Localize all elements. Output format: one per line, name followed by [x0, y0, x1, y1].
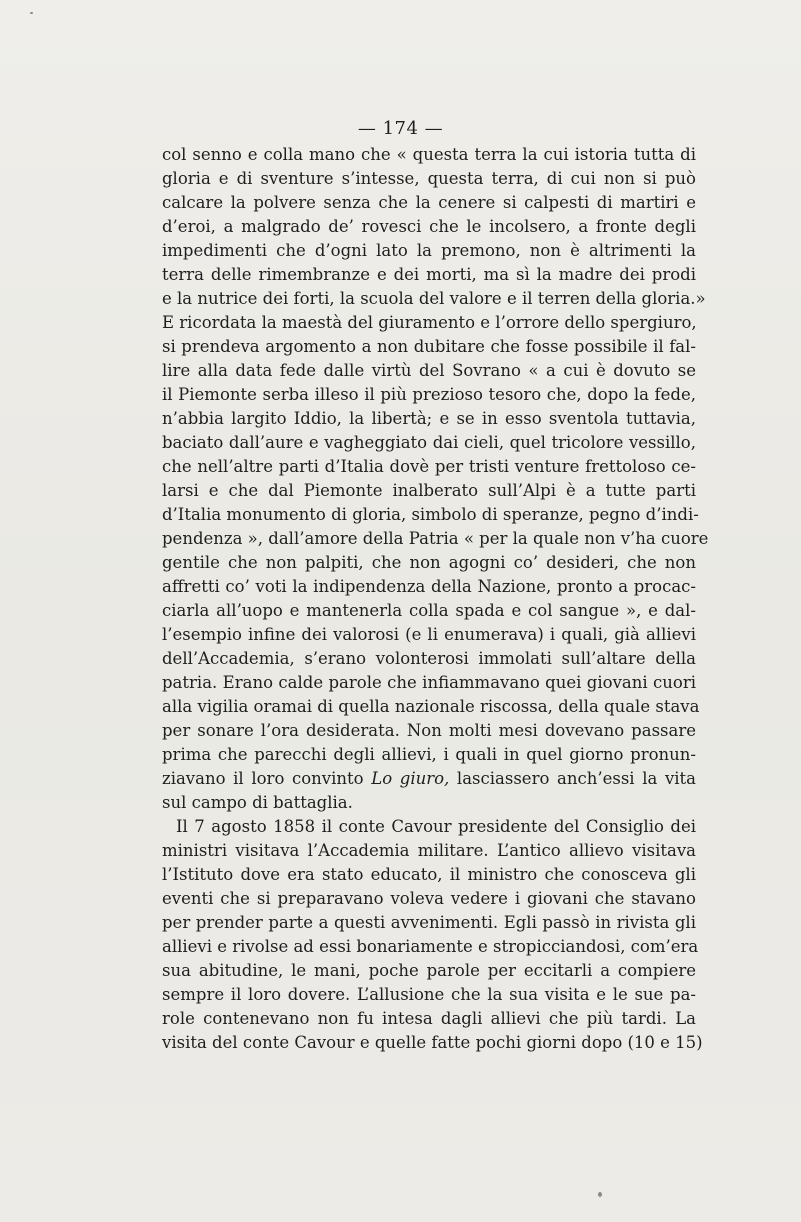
text-line [162, 479, 696, 503]
text-segment: d’Italia monumento di gloria, simbolo di speranze, pegno d’indi- [162, 505, 699, 524]
text-line [162, 647, 696, 671]
text-line [162, 407, 696, 431]
text-line [162, 527, 709, 551]
text-segment: col senno e colla mano che « questa terra la cui istoria tutta di [162, 145, 696, 164]
text-segment: gloria e di sventure s’intesse, questa terra, di cui non si può [162, 169, 696, 188]
text-line [162, 839, 696, 863]
text-line [162, 191, 696, 215]
text-line [162, 143, 696, 167]
text-segment: si prendeva argomento a non dubitare che fosse possibile il fal- [162, 337, 696, 356]
text-line [162, 911, 696, 935]
text-segment: eventi che si preparavano voleva vedere i giovani che stavano [162, 889, 696, 908]
text-segment: sempre il loro dovere. L’allusione che la sua visita e le sue pa- [162, 985, 696, 1004]
text-segment: calcare la polvere senza che la cenere si calpesti di martiri e [162, 193, 696, 212]
text-segment: patria. Erano calde parole che infiammavano quei giovani cuori [162, 673, 696, 692]
page-number: — 174 — [357, 118, 444, 139]
text-segment: ciarla all’uopo e mantenerla colla spada e col sangue », e dal- [162, 601, 696, 620]
text-segment: e la nutrice dei forti, la scuola del valore e il terren della gloria.» [162, 289, 706, 308]
text-segment: impedimenti che d’ogni lato la premono, non è altrimenti la [162, 241, 696, 260]
text-line [162, 311, 696, 335]
text-segment: per sonare l’ora desiderata. Non molti mesi dovevano passare [162, 721, 696, 740]
text-segment: l’esempio infine dei valorosi (e li enumerava) i quali, già allievi [162, 625, 696, 644]
text-segment: pendenza », dall’amore della Patria « per la quale non v’ha cuore [162, 529, 709, 548]
text-line [162, 503, 699, 527]
text-line [162, 359, 696, 383]
text-segment: lasciassero anch’essi la vita [449, 769, 697, 788]
text-segment: ziavano il loro convinto [162, 769, 372, 788]
text-segment: sul campo di battaglia. [162, 793, 353, 812]
text-segment: affretti co’ voti la indipendenza della Nazione, pronto a procac- [162, 577, 696, 596]
text-segment: dell’Accademia, s’erano volonterosi immolati sull’altare della [162, 649, 696, 668]
text-segment: sua abitudine, le mani, poche parole per eccitarli a compiere [162, 961, 696, 980]
text-segment: prima che parecchi degli allievi, i quali in quel giorno pronun- [162, 745, 696, 764]
text-line [162, 383, 696, 407]
text-line [162, 959, 696, 983]
text-line [162, 599, 696, 623]
text-line [162, 335, 696, 359]
text-segment: terra delle rimembranze e dei morti, ma sì la madre dei prodi [162, 265, 696, 284]
text-segment: gentile che non palpiti, che non agogni co’ desideri, che non [162, 553, 696, 572]
text-line [162, 743, 696, 767]
text-segment: d’eroi, a malgrado de’ rovesci che le incolsero, a fronte degli [162, 217, 696, 236]
text-line [162, 695, 700, 719]
text-segment: larsi e che dal Piemonte inalberato sull’Alpi è a tutte parti [162, 481, 696, 500]
text-line [162, 1031, 703, 1055]
text-segment: lire alla data fede dalle virtù del Sovrano « a cui è dovuto se [162, 361, 696, 380]
text-line [162, 719, 696, 743]
text-line [162, 431, 696, 455]
text-line [162, 263, 696, 287]
text-segment: per prender parte a questi avvenimenti. Egli passò in rivista gli [162, 913, 696, 932]
text-line [162, 983, 696, 1007]
text-line [162, 671, 696, 695]
text-segment: role contenevano non fu intesa dagli allievi che più tardi. La [162, 1009, 696, 1028]
text-line [162, 551, 696, 575]
text-segment: visita del conte Cavour e quelle fatte pochi giorni dopo (10 e 15) [162, 1033, 703, 1052]
text-line [162, 575, 696, 599]
text-segment: Il 7 agosto 1858 il conte Cavour presidente del Consiglio dei [176, 817, 696, 836]
text-line [162, 623, 696, 647]
text-segment: allievi e rivolse ad essi bonariamente e stropicciandosi, com’era [162, 937, 699, 956]
text-line [162, 863, 696, 887]
text-line [162, 935, 699, 959]
text-line [162, 455, 696, 479]
text-line [162, 767, 696, 791]
text-segment: ministri visitava l’Accademia militare. L’antico allievo visitava [162, 841, 696, 860]
text-segment: E ricordata la maestà del giuramento e l’orrore dello spergiuro, [162, 313, 697, 332]
text-line [162, 239, 696, 263]
text-segment: che nell’altre parti d’Italia dovè per tristi venture frettoloso ce- [162, 457, 696, 476]
text-segment: n’abbia largito Iddio, la libertà; e se in esso sventola tuttavia, [162, 409, 696, 428]
text-line [162, 1007, 696, 1031]
text-line [162, 215, 696, 239]
text-line [162, 887, 696, 911]
text-line [162, 815, 696, 839]
text-segment: l’Istituto dove era stato educato, il ministro che conosceva gli [162, 865, 696, 884]
text-segment: alla vigilia oramai di quella nazionale riscossa, della quale stava [162, 697, 700, 716]
text-segment: il Piemonte serba illeso il più prezioso tesoro che, dopo la fede, [162, 385, 696, 404]
paper-speck [30, 12, 33, 14]
paper-speck [598, 1192, 602, 1197]
text-line [162, 791, 696, 815]
body-text [162, 143, 709, 1055]
italic-segment: Lo giuro, [371, 769, 450, 788]
text-line [162, 167, 696, 191]
text-segment: baciato dall’aure e vagheggiato dai cieli, quel tricolore vessillo, [162, 433, 696, 452]
text-line [162, 287, 706, 311]
